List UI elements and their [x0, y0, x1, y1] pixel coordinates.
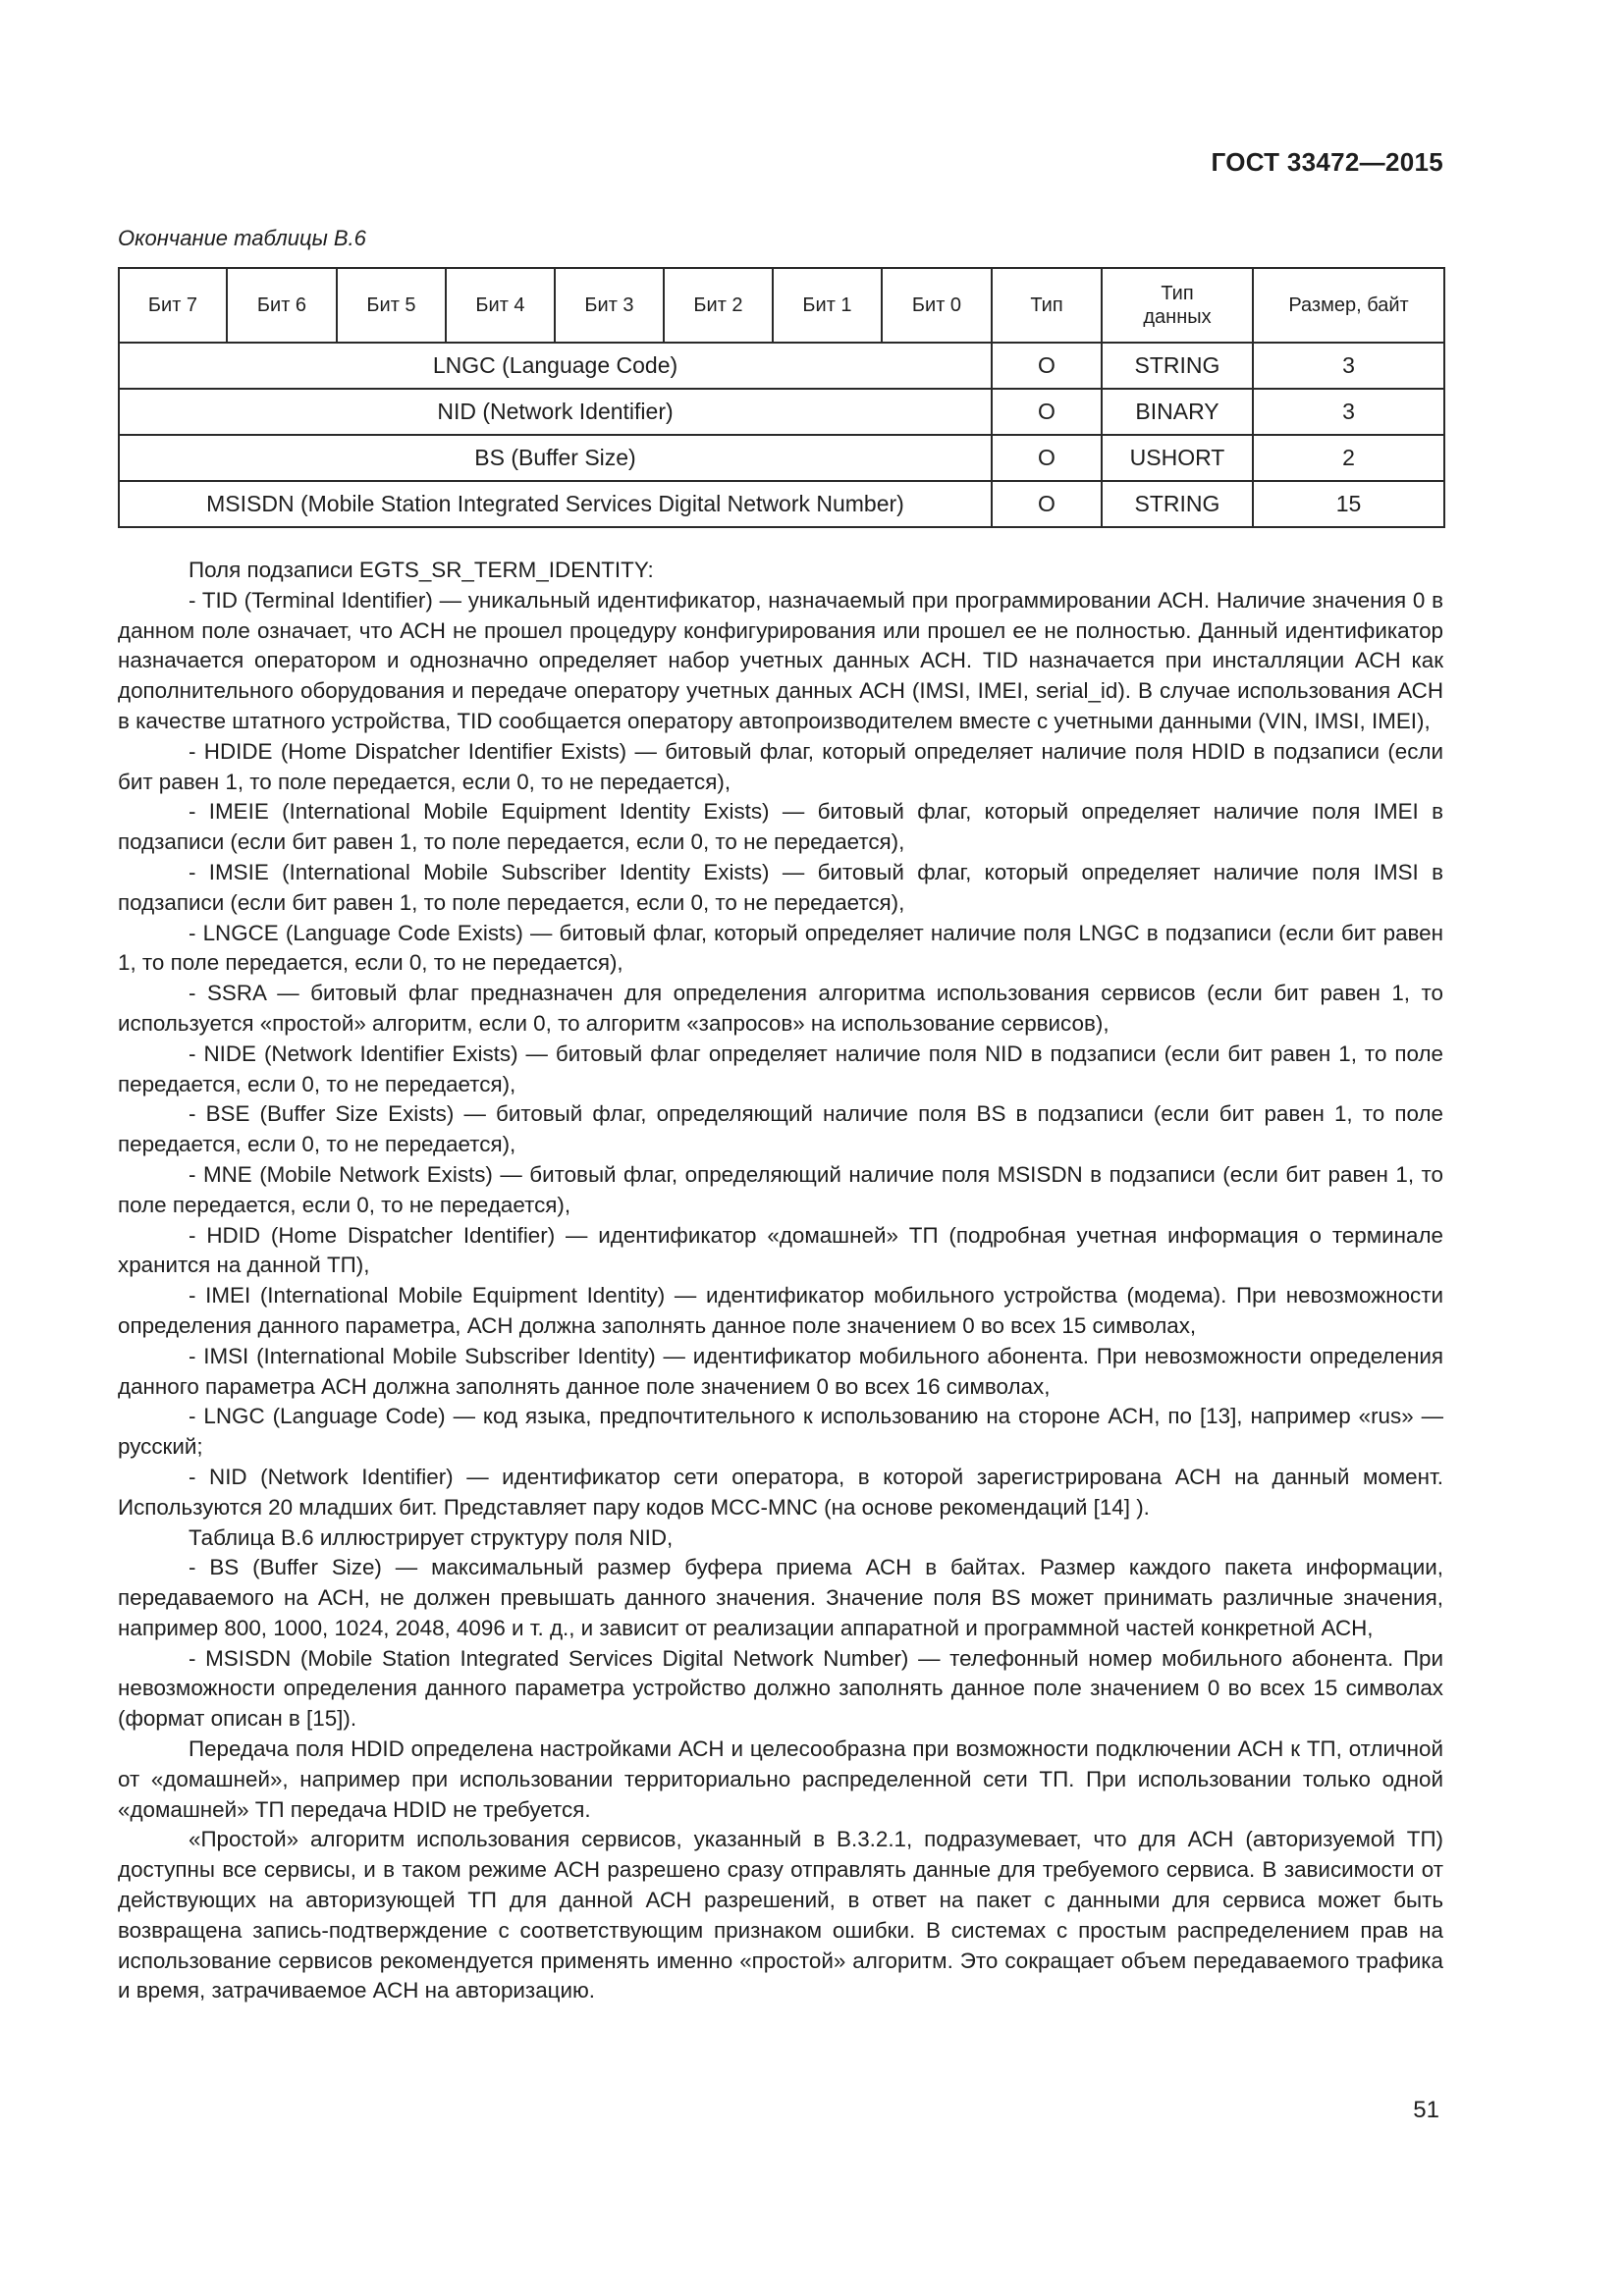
column-header: Бит 0 — [882, 268, 992, 343]
standard-header: ГОСТ 33472—2015 — [1211, 147, 1443, 177]
paragraph: - IMSI (International Mobile Subscriber Identity) — идентификатор мобильного абонента. При невозможности определения данного параметра АСН должна заполнять данное поле значением 0 во всех 16 символах, — [118, 1343, 1443, 1399]
field-name-cell: BS (Buffer Size) — [119, 435, 992, 481]
field-name-cell: NID (Network Identifier) — [119, 389, 992, 435]
size-cell: 2 — [1253, 435, 1444, 481]
column-header: Бит 3 — [555, 268, 664, 343]
paragraph: - NIDE (Network Identifier Exists) — битовый флаг определяет наличие поля NID в подзаписи (если бит равен 1, то поле передается, если 0, то не передается), — [118, 1041, 1443, 1096]
column-header: Бит 7 — [119, 268, 227, 343]
paragraph: Таблица В.6 иллюстрирует структуру поля NID, — [189, 1524, 674, 1550]
field-name-cell: LNGC (Language Code) — [119, 343, 992, 389]
paragraph: - BSE (Buffer Size Exists) — битовый флаг, определяющий наличие поля BS в подзаписи (если бит равен 1, то поле передается, если 0, то не передается), — [118, 1101, 1443, 1157]
column-header: Бит 6 — [227, 268, 337, 343]
data-type-cell: USHORT — [1102, 435, 1253, 481]
type-cell: O — [992, 435, 1102, 481]
data-type-cell: STRING — [1102, 343, 1253, 389]
table-caption: Окончание таблицы В.6 — [118, 226, 366, 250]
data-type-cell: STRING — [1102, 481, 1253, 527]
type-cell: O — [992, 389, 1102, 435]
size-cell: 3 — [1253, 389, 1444, 435]
paragraph: - IMSIE (International Mobile Subscriber Identity Exists) — битовый флаг, который определяет наличие поля IMSI в подзаписи (если бит равен 1, то поле передается, если 0, то не передается), — [118, 859, 1443, 915]
paragraph: - LNGC (Language Code) — код языка, предпочтительного к использованию на стороне АСН, по [13], например «rus» — русский; — [118, 1404, 1443, 1460]
type-cell: O — [992, 481, 1102, 527]
table-row — [119, 343, 1444, 389]
column-header: Тип — [992, 268, 1102, 343]
table-header-row — [119, 268, 1444, 343]
field-name-cell: MSISDN (Mobile Station Integrated Services Digital Network Number) — [119, 481, 992, 527]
paragraph: - MSISDN (Mobile Station Integrated Services Digital Network Number) — телефонный номер мобильного абонента. При невозможности определения данного параметра устройство должно заполнять данное поле значением 0 во всех 15 символах (формат описан в [15]). — [118, 1645, 1443, 1732]
paragraph: - TID (Terminal Identifier) — уникальный идентификатор, назначаемый при программировании АСН. Наличие значения 0 в данном поле означает, что АСН не прошел процедуру конфигурирования или прошел ее не полностью. Данный идентификатор назначается оператором и однозначно определяет набор учетных данных АСН. TID назначается при инсталляции АСН как дополнительного оборудования и передаче оператору учетных данных АСН (IMSI, IMEI, serial_id). В случае использования АСН в качестве штатного устройства, TID сообщается оператору автопроизводителем вместе с учетными данными (VIN, IMSI, IMEI), — [118, 587, 1443, 733]
paragraph: - MNE (Mobile Network Exists) — битовый флаг, определяющий наличие поля MSISDN в подзаписи (если бит равен 1, то поле передается, если 0, то не передается), — [118, 1161, 1443, 1217]
column-header: Бит 1 — [773, 268, 882, 343]
fields-table — [118, 267, 1445, 528]
column-header: Размер, байт — [1253, 268, 1444, 343]
paragraph: - HDIDE (Home Dispatcher Identifier Exists) — битовый флаг, который определяет наличие поля HDID в подзаписи (если бит равен 1, то поле передается, если 0, то не передается), — [118, 738, 1443, 794]
paragraph: Поля подзаписи EGTS_SR_TERM_IDENTITY: — [189, 558, 654, 582]
paragraph: - NID (Network Identifier) — идентификатор сети оператора, в которой зарегистрирована АСН на данный момент. Используются 20 младших бит. Представляет пару кодов MCC-MNC (на основе рекомендаций [14] ). — [118, 1464, 1443, 1520]
paragraph: «Простой» алгоритм использования сервисов, указанный в В.3.2.1, подразумевает, что для АСН (авторизуемой ТП) доступны все сервисы, и в таком режиме АСН разрешено сразу отправлять данные для требуемого сервиса. В зависимости от действующих на авторизующей ТП для данной АСН разрешений, в ответ на пакет с данными для сервиса может быть возвращена запись-подтверждение с соответствующим признаком ошибки. В системах с простым распределением прав на использование сервисов рекомендуется применять именно «простой» алгоритм. Это сокращает объем передаваемого трафика и время, затрачиваемое АСН на авторизацию. — [118, 1827, 1443, 2003]
column-header: Бит 5 — [337, 268, 446, 343]
column-header: Тип данных — [1102, 268, 1253, 343]
column-header: Бит 2 — [664, 268, 773, 343]
table-row — [119, 481, 1444, 527]
table-row — [119, 389, 1444, 435]
data-type-cell: BINARY — [1102, 389, 1253, 435]
page-number: 51 — [1413, 2097, 1439, 2123]
paragraph: - SSRA — битовый флаг предназначен для определения алгоритма использования сервисов (если бит равен 1, то используется «простой» алгоритм, если 0, то алгоритм «запросов» на использование сервисов), — [118, 981, 1443, 1036]
type-cell: O — [992, 343, 1102, 389]
paragraph: - BS (Buffer Size) — максимальный размер буфера приема АСН в байтах. Размер каждого пакета информации, передаваемого на АСН, не должен превышать данного значения. Значение поля BS может принимать различные значения, например 800, 1000, 1024, 2048, 4096 и т. д., и зависит от реализации аппаратной и программной частей конкретной АСН, — [118, 1555, 1443, 1640]
table-row — [119, 435, 1444, 481]
paragraph: - LNGCE (Language Code Exists) — битовый флаг, который определяет наличие поля LNGC в подзаписи (если бит равен 1, то поле передается, если 0, то не передается), — [118, 920, 1443, 976]
body-text — [118, 556, 1443, 2006]
paragraph: Передача поля HDID определена настройками АСН и целесообразна при возможности подключении АСН к ТП, отличной от «домашней», например при использовании территориально распределенной сети ТП. При использовании только одной «домашней» ТП передача HDID не требуется. — [118, 1736, 1443, 1822]
paragraph: - HDID (Home Dispatcher Identifier) — идентификатор «домашней» ТП (подробная учетная информация о терминале хранится на данной ТП), — [118, 1222, 1443, 1278]
paragraph: - IMEIE (International Mobile Equipment Identity Exists) — битовый флаг, который определяет наличие поля IMEI в подзаписи (если бит равен 1, то поле передается, если 0, то не передается), — [118, 799, 1443, 855]
column-header: Бит 4 — [446, 268, 555, 343]
size-cell: 3 — [1253, 343, 1444, 389]
size-cell: 15 — [1253, 481, 1444, 527]
paragraph: - IMEI (International Mobile Equipment Identity) — идентификатор мобильного устройства (модема). При невозможности определения данного параметра, АСН должна заполнять данное поле значением 0 во всех 15 символах, — [118, 1283, 1443, 1338]
